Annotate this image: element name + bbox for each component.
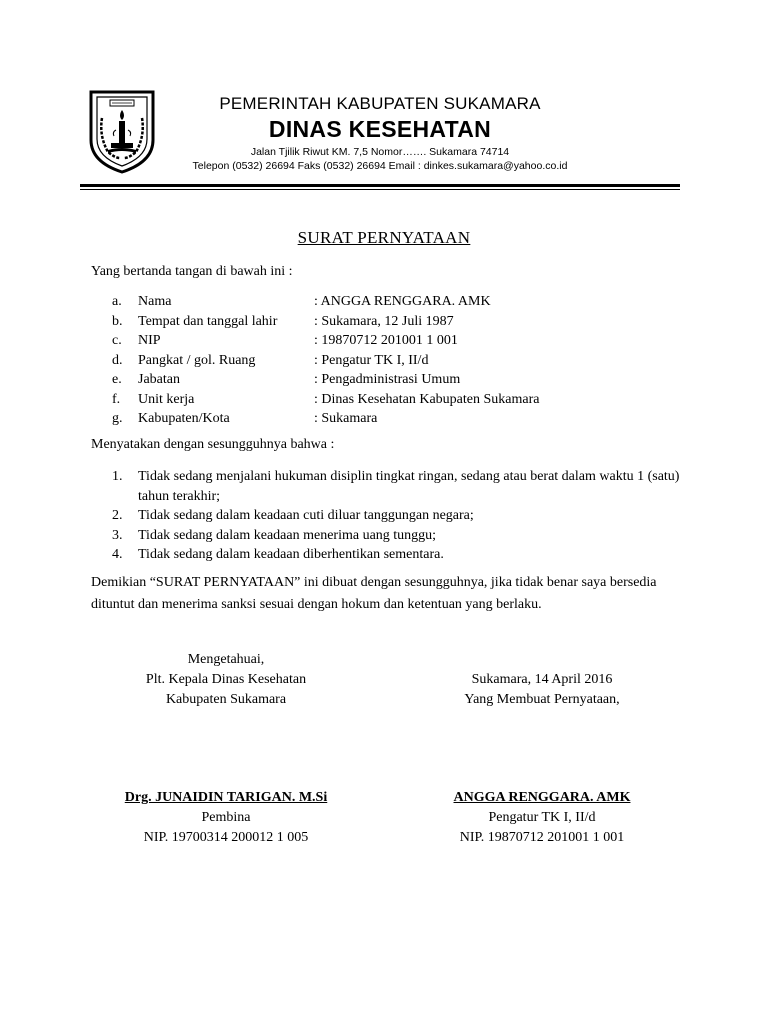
list-item — [112, 526, 687, 546]
office-address: Jalan Tjilik Riwut KM. 7,5 Nomor……. Sukamara 74714 — [250, 146, 510, 158]
government-name: PEMERINTAH KABUPATEN SUKAMARA — [219, 94, 541, 113]
field-row-birth — [112, 312, 632, 332]
item-text: Tidak sedang dalam keadaan cuti diluar tanggungan negara; — [138, 508, 474, 523]
item-number: 3. — [112, 527, 123, 543]
field-letter: b. — [112, 313, 123, 329]
document-title-text: SURAT PERNYATAAN — [297, 228, 471, 247]
declarant-nip: NIP. 19870712 201001 1 001 — [459, 830, 625, 845]
identity-fields — [112, 292, 632, 429]
letterhead-divider-thick — [80, 184, 680, 187]
item-text: Tidak sedang dalam keadaan menerima uang tunggu; — [138, 527, 437, 543]
letterhead-divider-thin — [80, 189, 680, 190]
field-row-unit — [112, 390, 632, 410]
acknowledger-line1: Mengetahuai, — [187, 652, 265, 667]
field-row-nip — [112, 331, 632, 351]
field-letter: d. — [112, 352, 123, 368]
item-text: Tidak sedang menjalani hukuman disiplin tingkat ringan, sedang atau berat dalam waktu 1 (satu) tahun terakhir; — [138, 469, 680, 504]
letterhead — [170, 94, 590, 173]
list-item — [112, 506, 687, 526]
field-label: Jabatan — [138, 372, 180, 387]
declarant-name: ANGGA RENGGARA. AMK — [453, 790, 631, 805]
field-row-name — [112, 292, 632, 312]
acknowledger-rank: Pembina — [201, 810, 251, 825]
acknowledger-signature-block — [110, 788, 342, 848]
list-item — [112, 545, 687, 565]
statement-intro: Menyatakan dengan sesungguhnya bahwa : — [91, 437, 335, 452]
field-value: : Pengadministrasi Umum — [314, 372, 461, 387]
acknowledger-nip: NIP. 19700314 200012 1 005 — [143, 830, 309, 845]
field-value: : ANGGA RENGGARA. AMK — [314, 294, 491, 309]
field-label: NIP — [138, 333, 161, 348]
field-label: Pangkat / gol. Ruang — [138, 352, 256, 368]
field-row-rank — [112, 351, 632, 371]
coat-of-arms-icon — [86, 86, 158, 174]
item-text: Tidak sedang dalam keadaan diberhentikan sementara. — [138, 547, 444, 562]
acknowledger-line3: Kabupaten Sukamara — [165, 692, 287, 707]
closing-paragraph: Demikian “SURAT PERNYATAAN” ini dibuat dengan sesungguhnya, jika tidak benar saya bersedia dituntut dan menerima sanksi sesuai dengan hokum dan ketentuan yang berlaku. — [91, 575, 657, 612]
acknowledger-name: Drg. JUNAIDIN TARIGAN. M.Si — [124, 790, 328, 805]
field-letter: e. — [112, 372, 122, 387]
field-value: : Sukamara — [314, 411, 378, 426]
field-letter: a. — [112, 294, 122, 309]
field-label: Nama — [138, 294, 172, 309]
declarant-heading — [430, 670, 654, 710]
place-date: Sukamara, 14 April 2016 — [471, 672, 613, 687]
item-number: 2. — [112, 508, 123, 523]
declarant-role: Yang Membuat Pernyataan, — [464, 692, 620, 707]
document-title — [0, 228, 768, 248]
field-label: Unit kerja — [138, 391, 195, 407]
field-letter: f. — [112, 391, 121, 407]
field-value: : Dinas Kesehatan Kabupaten Sukamara — [314, 391, 540, 407]
field-letter: g. — [112, 411, 123, 426]
statement-points — [112, 467, 687, 565]
item-number: 4. — [112, 547, 123, 562]
office-name: DINAS KESEHATAN — [268, 116, 492, 142]
field-value: : 19870712 201001 1 001 — [314, 333, 458, 348]
field-letter: c. — [112, 333, 122, 348]
item-number: 1. — [112, 469, 123, 484]
list-item — [112, 467, 687, 506]
field-label: Kabupaten/Kota — [138, 411, 230, 426]
office-contact: Telepon (0532) 26694 Faks (0532) 26694 Email : dinkes.sukamara@yahoo.co.id — [192, 160, 568, 172]
acknowledger-heading — [110, 650, 342, 710]
acknowledger-line2: Plt. Kepala Dinas Kesehatan — [145, 672, 307, 687]
field-row-position — [112, 370, 632, 390]
field-value: : Pengatur TK I, II/d — [314, 352, 429, 368]
declarant-rank: Pengatur TK I, II/d — [488, 810, 596, 825]
field-row-regency — [112, 409, 632, 429]
field-label: Tempat dan tanggal lahir — [138, 313, 278, 329]
field-value: : Sukamara, 12 Juli 1987 — [314, 313, 454, 329]
declarant-signature-block — [430, 788, 654, 848]
intro-text: Yang bertanda tangan di bawah ini : — [91, 264, 293, 279]
